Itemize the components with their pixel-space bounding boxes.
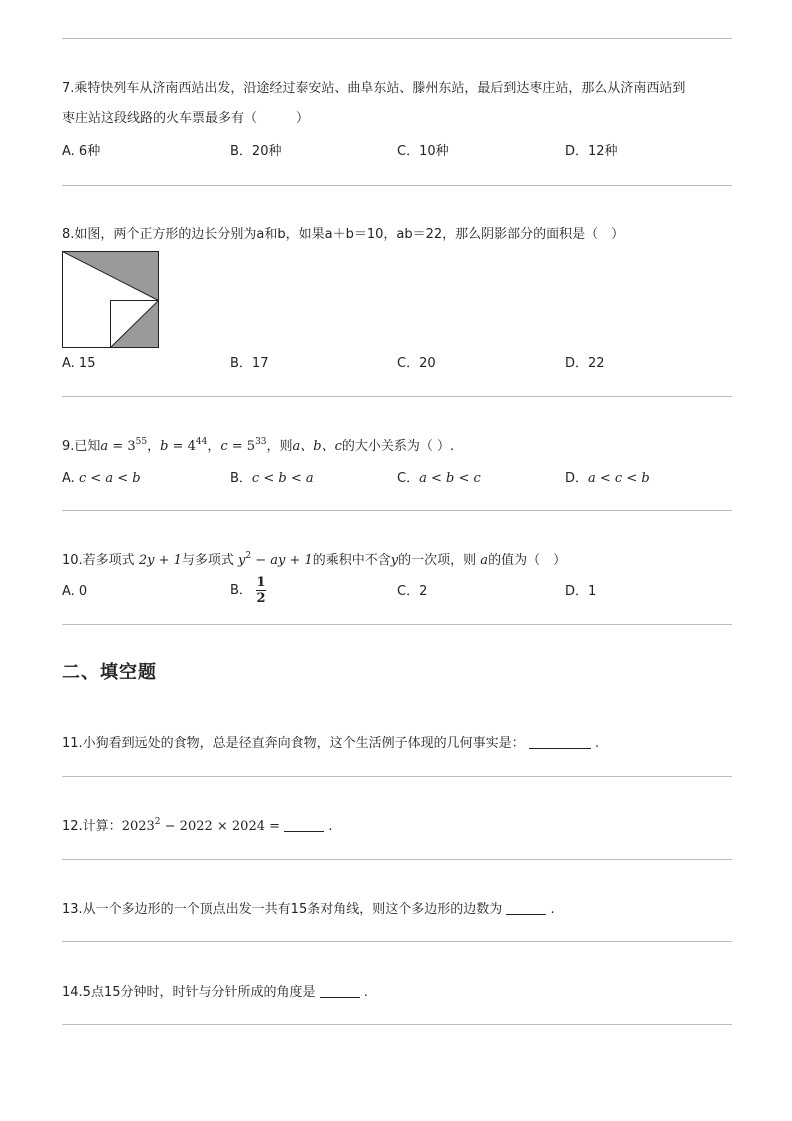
a-exponent: 55 [135,437,148,447]
fraction-one-half [256,575,266,606]
var-a: a [480,553,489,568]
q8-option-b[interactable]: B．17 [230,356,269,371]
answer-blank[interactable] [506,902,546,915]
equals: = [168,439,188,454]
q14-text: 14.5点15分钟时，时针与分针所成的角度是 [62,985,316,1000]
q7-stem-line1: 7.乘特快列车从济南西站出发，沿途经过泰安站、曲阜东站、滕州东站，最后到达枣庄站，那么从济南西站到 [62,81,686,96]
q14-stem [62,984,368,1002]
q7-option-a[interactable]: A. 6种 [62,144,101,159]
q8-option-a[interactable]: A. 15 [62,356,96,371]
divider [62,941,732,942]
divider [62,1024,732,1025]
q11-text: 11.小狗看到远处的食物，总是径直奔向食物，这个生活例子体现的几何事实是： [62,736,525,751]
polynomial-2-rest: − ay + 1 [251,553,313,568]
q10-option-d[interactable]: D．1 [565,584,597,599]
q14-end: . [363,985,368,1000]
q9-stem [62,438,454,456]
q10-suffix: 的值为（ ） [488,553,567,568]
divider [62,859,732,860]
q10-mid2: 的乘积中不含 [312,553,391,568]
option-math: a < b < c [419,471,481,486]
two-squares-figure [62,251,160,349]
divider [62,510,732,511]
q9-suffix: 的大小关系为（ ）. [341,439,455,454]
q10-option-b[interactable] [230,575,266,606]
q7-option-b[interactable]: B．20种 [230,144,282,159]
answer-blank[interactable] [284,819,324,832]
q12-end: . [328,819,333,834]
q9-option-c[interactable] [397,470,481,488]
var-y: y [390,553,399,568]
var-a: a [100,439,109,454]
q12-prefix: 12.计算： [62,819,122,834]
q7-stem-line2: 枣庄站这段线路的火车票最多有（ ） [62,111,310,126]
q9-option-b[interactable] [230,470,314,488]
fraction-denominator: 2 [256,591,266,606]
q10-option-c[interactable]: C．2 [397,584,428,599]
q12-stem [62,818,332,836]
divider [62,776,732,777]
q13-text: 13.从一个多边形的一个顶点出发一共有15条对角线，则这个多边形的边数为 [62,902,503,917]
polynomial-1: 2y + 1 [138,553,182,568]
option-letter: D． [565,471,589,486]
q9-prefix: 9.已知 [62,439,101,454]
q8-option-d[interactable]: D．22 [565,356,605,371]
divider [62,624,732,625]
fraction-numerator: 1 [256,575,266,590]
divider [62,38,732,39]
q7-option-d[interactable]: D．12种 [565,144,618,159]
section-heading: 二、填空题 [62,662,157,683]
a-base: 3 [127,439,136,454]
var-c: c [220,439,228,454]
answer-blank[interactable] [320,985,360,998]
q10-prefix: 10.若多项式 [62,553,139,568]
c-base: 5 [246,439,256,454]
b-exponent: 44 [195,437,208,447]
option-letter: B． [230,583,252,598]
option-math: a < c < b [588,471,650,486]
option-math: c < a < b [78,471,141,486]
option-letter: B． [230,471,252,486]
option-letter: A. [62,471,79,486]
polynomial-2-exponent: 2 [245,551,252,561]
q8-option-c[interactable]: C．20 [397,356,436,371]
q9-vars: a、b、c [292,439,342,454]
equals: = [227,439,247,454]
q8-stem: 8.如图，两个正方形的边长分别为a和b，如果a＋b＝10，ab＝22，那么阴影部分的面积是（ ） [62,227,625,242]
equals: = [108,439,128,454]
q9-then: ，则 [266,439,293,454]
option-letter: C． [397,471,420,486]
polynomial-2-y: y [238,553,246,568]
expr-rest: − 2022 × 2024 = [160,819,285,834]
q10-mid: 与多项式 [181,553,238,568]
option-math: c < b < a [251,471,314,486]
answer-blank[interactable] [529,736,591,749]
q9-option-d[interactable] [565,470,650,488]
q10-mid3: 的一次项，则 [398,553,481,568]
c-exponent: 33 [255,437,267,447]
sep: ， [147,439,161,454]
q9-option-a[interactable] [62,470,141,488]
expr-base: 2023 [121,819,155,834]
expr-exponent: 2 [154,817,161,827]
divider [62,185,732,186]
q7-option-c[interactable]: C．10种 [397,144,449,159]
divider [62,396,732,397]
q11-end: . [594,736,600,751]
q10-option-a[interactable]: A. 0 [62,584,88,599]
q13-end: . [550,902,555,917]
q10-stem [62,552,566,570]
var-b: b [160,439,169,454]
sep: ， [207,439,221,454]
b-base: 4 [187,439,196,454]
q11-stem [62,735,599,753]
q13-stem [62,901,555,919]
